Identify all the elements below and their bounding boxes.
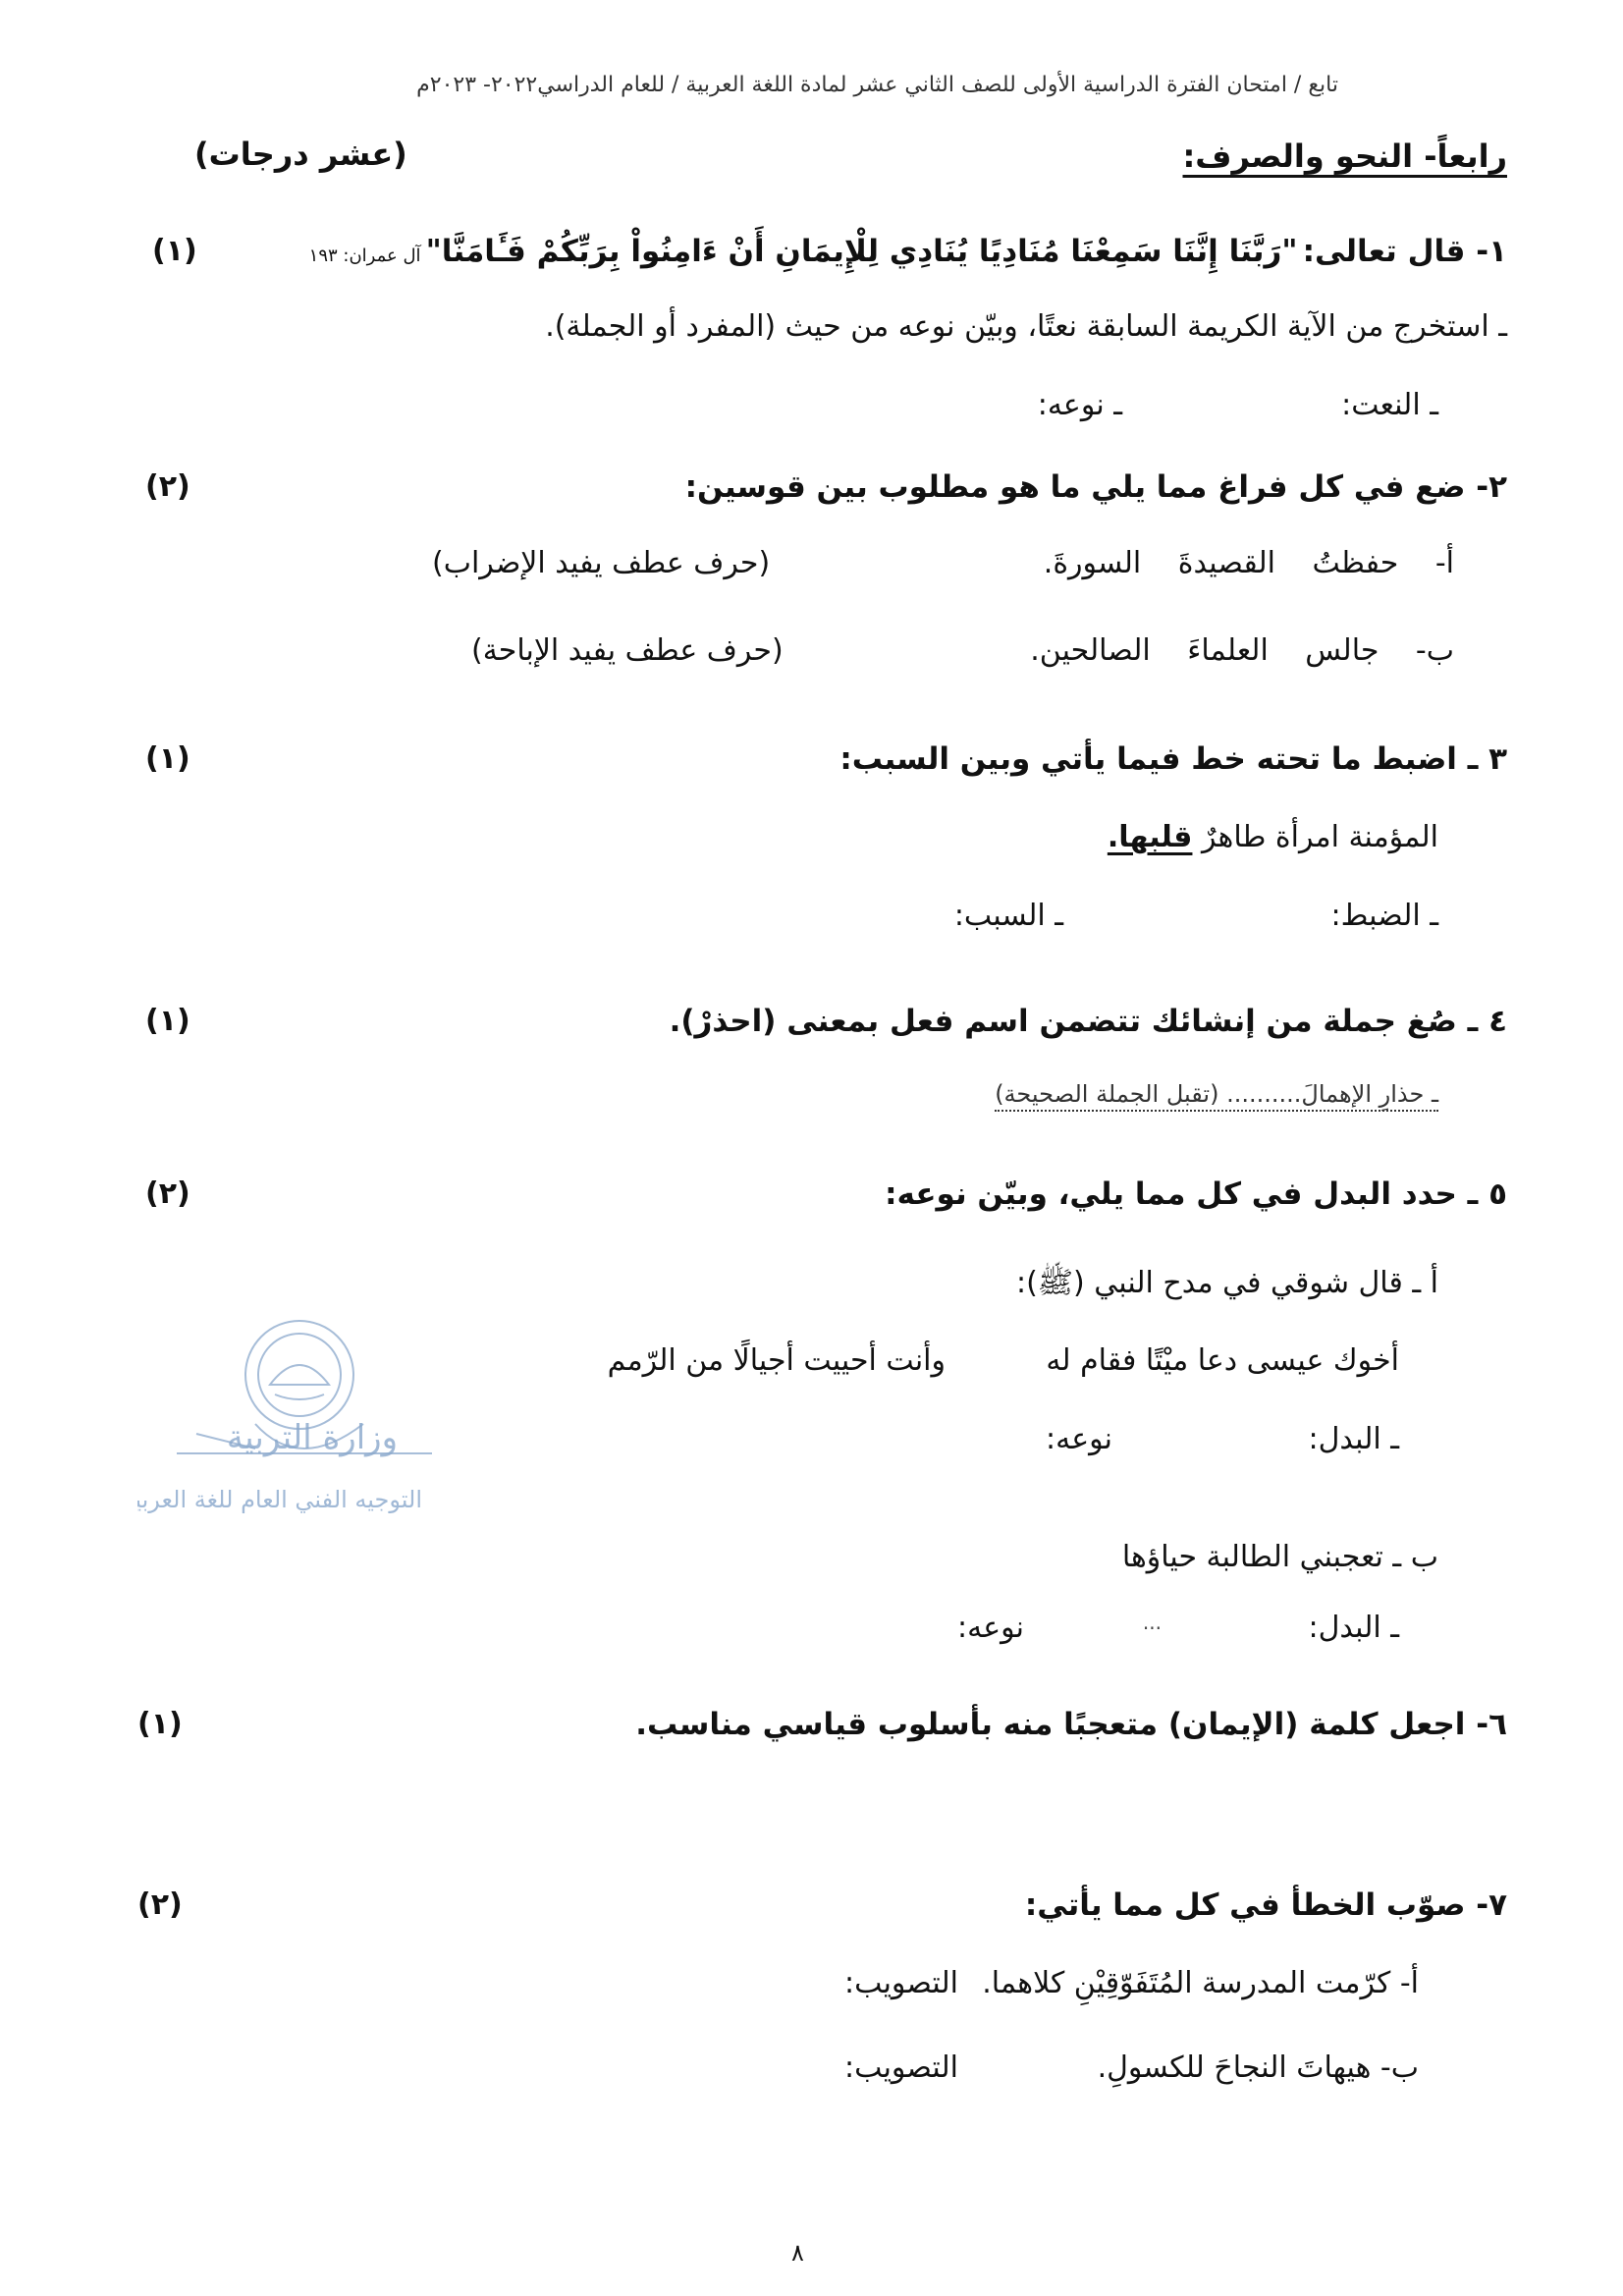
q1-verse: "رَبَّنَا إِنَّنَا سَمِعْنَا مُنَادِيًا يُنَادِي لِلْإِيمَانِ أَنْ ءَامِنُواْ بِرَبِّكُمْ فَـَٔامَنَّا" [425, 234, 1298, 269]
q5-a-field-badal: ـ البدل: [1308, 1422, 1399, 1456]
section-title: رابعاً- النحو والصرف: [1182, 137, 1507, 175]
q6-mark: (١) [137, 1707, 183, 1741]
q4-answer [995, 1080, 1438, 1108]
q3-sentence [1108, 820, 1438, 854]
ministry-stamp [137, 1306, 461, 1532]
q1-prefix: ١- قال تعالى: [1302, 234, 1507, 269]
q3-mark: (١) [145, 741, 190, 776]
section-marks: (عشر درجات) [194, 136, 407, 173]
q7-mark: (٢) [137, 1887, 183, 1922]
page-number: ٨ [791, 2239, 804, 2267]
q1-ref: آل عمران: ١٩٣ [308, 246, 421, 266]
q6-text: ٦- اجعل كلمة (الإيمان) متعجبًا منه بأسلوب قياسي مناسب. [635, 1707, 1507, 1742]
q3-field-reason: ـ السبب: [953, 899, 1063, 933]
q2-mark: (٢) [145, 469, 190, 504]
q1-mark: (١) [152, 234, 197, 268]
q1-instruction: ـ استخرج من الآية الكريمة السابقة نعتًا، وبيّن نوعه من حيث (المفرد أو الجملة). [545, 309, 1507, 344]
q5-b-intro: ب ـ تعجبني الطالبة حياؤها [1121, 1540, 1438, 1574]
q5-a-intro: أ ـ قال شوقي في مدح النبي (ﷺ): [1015, 1266, 1438, 1300]
q5-b-dots: ... [1142, 1611, 1162, 1634]
q4-answer-text: ـ حذارِ الإهمالَ.......... (تقبل الجملة الصحيحة) [995, 1080, 1438, 1112]
stamp-text-directorate: التوجيه الفني العام للغة العربية [137, 1486, 422, 1513]
stamp-text-ministry: وزارة التربية [226, 1418, 398, 1457]
q5-verse-first: أخوك عيسى دعا ميْتًا فقام له [1046, 1343, 1399, 1378]
q2-b-hint: (حرف عطف يفيد الإباحة) [471, 633, 784, 668]
q5-b-field-badal: ـ البدل: [1308, 1611, 1399, 1645]
q7-a-text: أ- كرّمت المدرسة المُتَفَوّقِيْنِ كلاهما. [982, 1966, 1419, 2000]
q5-mark: (٢) [145, 1176, 190, 1211]
q5-b-field-type: نوعه: [957, 1611, 1024, 1645]
q5-a-field-type: نوعه: [1046, 1422, 1112, 1456]
q4-mark: (١) [145, 1004, 190, 1038]
q2-text: ٢- ضع في كل فراغ مما يلي ما هو مطلوب بين قوسين: [684, 469, 1507, 505]
q3-field-dabt: ـ الضبط: [1330, 899, 1438, 933]
q5-text: ٥ ـ حدد البدل في كل مما يلي، وبيّن نوعه: [885, 1176, 1507, 1212]
q3-underlined-word: قلبها. [1107, 820, 1193, 854]
q7-a-field: التصويب: [844, 1966, 958, 2000]
q1-field-type: ـ نوعه: [1037, 388, 1122, 422]
q3-text: ٣ ـ اضبط ما تحته خط فيما يأتي وبين السبب: [839, 741, 1507, 777]
page-header: تابع / امتحان الفترة الدراسية الأولى للصف الثاني عشر لمادة اللغة العربية / للعام الدراسي٢٠٢٢- ٢٠٢٣م [416, 73, 1338, 97]
q7-text: ٧- صوّب الخطأ في كل مما يأتي: [1024, 1887, 1507, 1923]
q2-a-text: أ- حفظتُ القصيدةَ السورةَ. [1043, 546, 1454, 580]
q5-verse-second: وأنت أحييت أجيالًا من الرّمم [607, 1343, 946, 1378]
q3-sentence-start: المؤمنة امرأة طاهرٌ [1202, 820, 1438, 854]
stamp-seal-icon [137, 1306, 461, 1532]
q1-line [309, 234, 1507, 269]
q1-field-naat: ـ النعت: [1341, 388, 1438, 422]
q7-b-field: التصويب: [844, 2050, 958, 2085]
q2-a-hint: (حرف عطف يفيد الإضراب) [432, 546, 771, 580]
q2-b-text: ب- جالس العلماءَ الصالحين. [1030, 633, 1454, 668]
q4-text: ٤ ـ صُغ جملة من إنشائك تتضمن اسم فعل بمعنى (احذرْ). [669, 1004, 1507, 1039]
q7-b-text: ب- هيهاتَ النجاحَ للكسولِ. [1097, 2050, 1419, 2085]
